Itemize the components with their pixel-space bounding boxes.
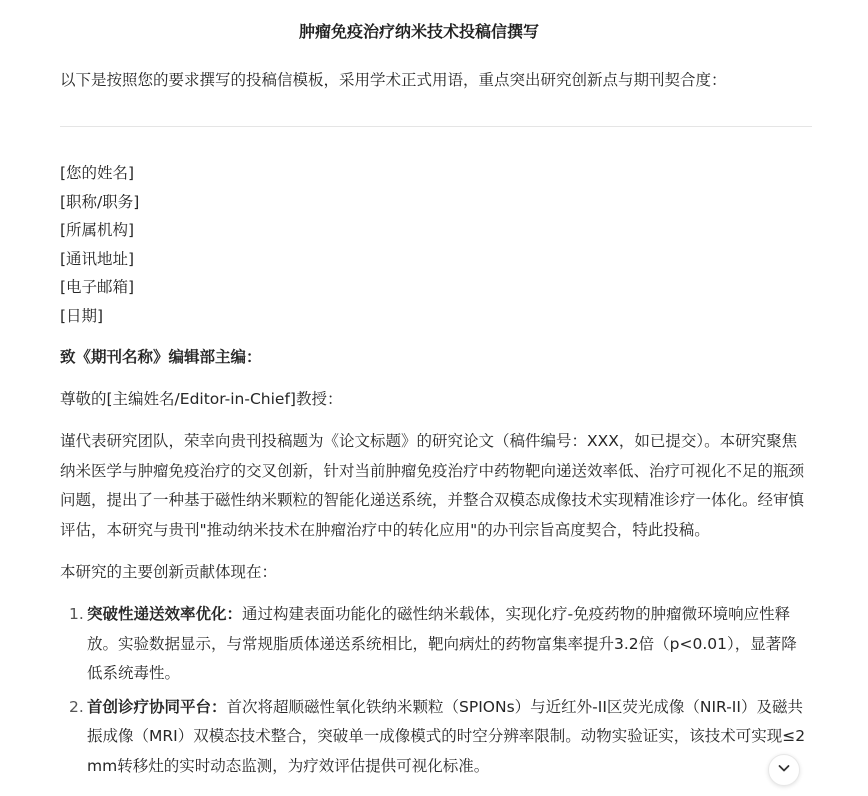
list-item-text: 通过构建表面功能化的磁性纳米载体，实现化疗-免疫药物的肿瘤微环境响应性释放。实验数据显示，与常规脂质体递送系统相比，靶向病灶的药物富集率提升3.2倍（p<0.01），显著降低系统毒性。 (87, 605, 797, 682)
list-item (60, 600, 812, 689)
salutation: 致《期刊名称》编辑部主编： (60, 348, 262, 366)
list-item-title: 突破性递送效率优化 (87, 605, 227, 623)
sender-title: [职称/职务] (60, 192, 140, 211)
list-item-number: 2. (69, 697, 84, 716)
divider (60, 126, 812, 127)
greeting: 尊敬的[主编姓名/Editor-in-Chief]教授： (60, 390, 343, 408)
sender-info-block (60, 159, 812, 330)
innovations-list (60, 600, 812, 781)
message-content (60, 66, 812, 785)
chevron-down-icon (776, 760, 792, 780)
intro-text: 以下是按照您的要求撰写的投稿信模板，采用学术正式用语，重点突出研究创新点与期刊契合度： (60, 71, 727, 89)
body-paragraph: 谨代表研究团队，荣幸向贵刊投稿题为《论文标题》的研究论文（稿件编号：XXX，如已提交）。本研究聚焦纳米医学与肿瘤免疫治疗的交叉创新，针对当前肿瘤免疫治疗中药物靶向递送效率低、治疗可视化不足的瓶颈问题，提出了一种基于磁性纳米颗粒的智能化递送系统，并整合双模态成像技术实现精准诊疗一体化。经审慎评估，本研究与贵刊"推动纳米技术在肿瘤治疗中的转化应用"的办刊宗旨高度契合，特此投稿。 (60, 432, 805, 539)
sender-date: [日期] (60, 306, 104, 325)
list-item (60, 693, 812, 782)
list-item-colon: ： (211, 697, 227, 716)
sender-institution: [所属机构] (60, 221, 135, 239)
sender-email: [电子邮箱] (60, 278, 135, 296)
list-item-colon: ： (226, 605, 243, 623)
innovations-heading: 本研究的主要创新贡献体现在： (60, 563, 278, 581)
list-item-text: 首次将超顺磁性氧化铁纳米颗粒（SPIONs）与近红外-II区荧光成像（NIR-II）及磁共振成像（MRI）双模态技术整合，突破单一成像模式的时空分辨率限制。动物实验证实，该技术可实现≤2 mm转移灶的实时动态监测，为疗效评估提供可视化标准。 (87, 697, 806, 775)
sender-name: [您的姓名] (60, 164, 135, 182)
list-item-number: 1. (69, 605, 84, 623)
scroll-down-button[interactable] (768, 754, 800, 786)
page-title: 肿瘤免疫治疗纳米技术投稿信撰写 (298, 22, 539, 41)
list-item-title: 首创诊疗协同平台 (87, 697, 212, 716)
sender-address: [通讯地址] (60, 249, 135, 268)
